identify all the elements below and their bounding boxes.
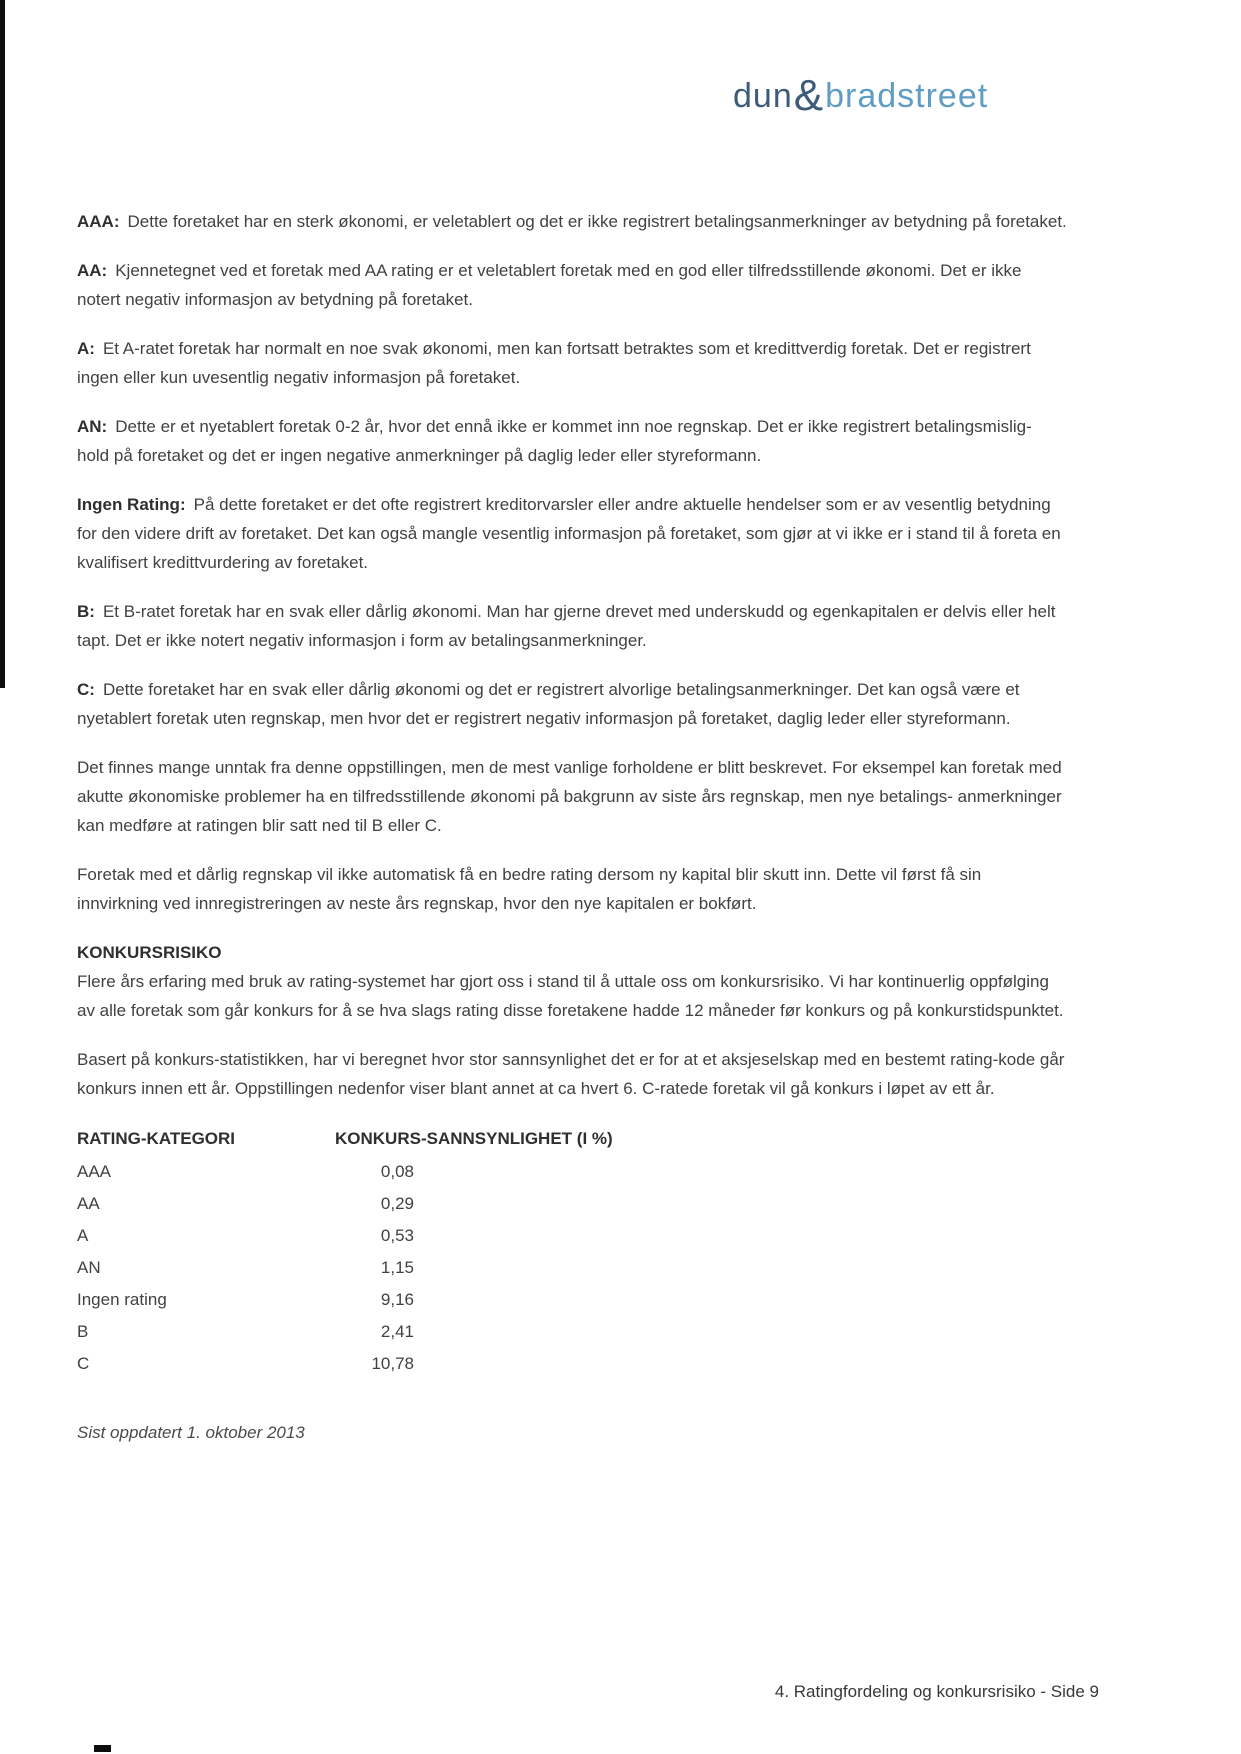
- konkursrisiko-paragraph-2: Basert på konkurs-statistikken, har vi beregnet hvor stor sannsynlighet det er for at et aksjeselskap med en bestemt rating-kode går konkurs innen ett år. Oppstillingen nedenfor viser blant annet at ca hvert 6. C-ratede foretak vil gå konkurs i løpet av ett år.: [77, 1050, 1065, 1098]
- rating-paragraph: [77, 334, 1067, 392]
- table-row: [77, 1316, 1067, 1348]
- rating-paragraph: [77, 412, 1067, 470]
- page-content: [77, 207, 1067, 1443]
- rating-paragraph: [77, 753, 1067, 840]
- rating-probability: 10,78: [371, 1354, 414, 1373]
- rating-table: [77, 1123, 1067, 1380]
- konkursrisiko-paragraph-1: Flere års erfaring med bruk av rating-systemet har gjort oss i stand til å uttale oss om konkursrisiko. Vi har kontinuerlig oppfølging av alle foretak som går konkurs for å se hva slags rating disse foretakene hadde 12 måneder før konkurs og på konkurstidspunktet.: [77, 972, 1064, 1020]
- rating-label: AN:: [77, 417, 108, 436]
- rating-probability: 9,16: [380, 1290, 414, 1309]
- rating-label: AA:: [77, 261, 108, 280]
- rating-category: AAA: [77, 1162, 112, 1181]
- konkursrisiko-section: [77, 938, 1067, 1103]
- column-header-konkurs-sannsynlighet: KONKURS-SANNSYNLIGHET (I %): [335, 1129, 613, 1148]
- table-header-row: [77, 1123, 1067, 1156]
- page-footer: 4. Ratingfordeling og konkursrisiko - Side 9: [774, 1682, 1099, 1701]
- logo-ampersand-icon: &: [793, 71, 825, 120]
- column-header-rating-kategori: RATING-KATEGORI: [77, 1129, 236, 1148]
- rating-paragraph: [77, 597, 1067, 655]
- rating-label: C:: [77, 680, 95, 699]
- rating-category: Ingen rating: [77, 1290, 167, 1309]
- konkursrisiko-heading: KONKURSRISIKO: [77, 943, 222, 962]
- table-row: [77, 1156, 1067, 1188]
- scan-artifact-bottom-mark: [94, 1745, 111, 1752]
- rating-category: B: [77, 1322, 89, 1341]
- rating-paragraph: [77, 860, 1067, 918]
- rating-table-body: [77, 1156, 1067, 1380]
- rating-category: A: [77, 1226, 89, 1245]
- rating-category: AN: [77, 1258, 101, 1277]
- rating-text: Dette foretaket har en sterk økonomi, er veletablert og det er ikke registrert betalingsanmerkninger av betydning på foretaket.: [127, 212, 1067, 231]
- rating-paragraph: [77, 490, 1067, 577]
- rating-probability: 0,08: [380, 1162, 414, 1181]
- rating-paragraph: [77, 256, 1067, 314]
- konkursrisiko-block: [77, 938, 1067, 1025]
- dun-bradstreet-logo: [733, 68, 988, 118]
- rating-probability: 2,41: [380, 1322, 414, 1341]
- last-updated-note: Sist oppdatert 1. oktober 2013: [77, 1423, 305, 1442]
- rating-descriptions: [77, 207, 1067, 918]
- rating-text: Dette foretaket har en svak eller dårlig økonomi og det er registrert alvorlige betalingsanmerkninger. Det kan også være et nyetablert foretak uten regnskap, men hvor det er registrert negativ informasjon på foretaket, daglig leder eller styreformann.: [77, 680, 1020, 728]
- rating-label: AAA:: [77, 212, 120, 231]
- scan-artifact-left-bar: [0, 0, 5, 688]
- rating-text: Det finnes mange unntak fra denne oppstillingen, men de mest vanlige forholdene er blitt beskrevet. For eksempel kan foretak med akutte økonomiske problemer ha en tilfredsstillende økonomi på bakgrunn av siste års regnskap, men nye betalings- anmerkninger kan medføre at ratingen blir satt ned til B eller C.: [77, 758, 1062, 835]
- table-row: [77, 1284, 1067, 1316]
- rating-label: A:: [77, 339, 95, 358]
- rating-text: Dette er et nyetablert foretak 0-2 år, hvor det ennå ikke er kommet inn noe regnskap. Det er ikke registrert betalingsmislig- hold på foretaket og det er ingen negative anmerkninger på daglig leder eller styreformann.: [77, 417, 1032, 465]
- table-row: [77, 1348, 1067, 1380]
- rating-label: Ingen Rating:: [77, 495, 186, 514]
- rating-probability: 1,15: [380, 1258, 414, 1277]
- rating-text: Et A-ratet foretak har normalt en noe svak økonomi, men kan fortsatt betraktes som et kredittverdig foretak. Det er registrert ingen eller kun uvesentlig negativ informasjon på foretaket.: [77, 339, 1031, 387]
- logo-text-dun: dun: [733, 77, 793, 115]
- rating-category: AA: [77, 1194, 100, 1213]
- rating-probability: 0,29: [380, 1194, 414, 1213]
- rating-probability: 0,53: [380, 1226, 414, 1245]
- rating-text: På dette foretaket er det ofte registrert kreditorvarsler eller andre aktuelle hendelser som er av vesentlig betydning for den videre drift av foretaket. Det kan også mangle vesentlig informasjon på foretaket, som gjør at vi ikke er i stand til å foreta en kvalifisert kredittvurdering av foretaket.: [77, 495, 1061, 572]
- rating-text: Foretak med et dårlig regnskap vil ikke automatisk få en bedre rating dersom ny kapital blir skutt inn. Dette vil først få sin innvirkning ved innregistreringen av neste års regnskap, hvor den nye kapitalen er bokført.: [77, 865, 982, 913]
- rating-label: B:: [77, 602, 95, 621]
- table-row: [77, 1188, 1067, 1220]
- rating-text: Et B-ratet foretak har en svak eller dårlig økonomi. Man har gjerne drevet med underskudd og egenkapitalen er delvis eller helt tapt. Det er ikke notert negativ informasjon i form av betalingsanmerkninger.: [77, 602, 1056, 650]
- rating-paragraph: [77, 207, 1067, 236]
- rating-paragraph: [77, 675, 1067, 733]
- rating-category: C: [77, 1354, 90, 1373]
- rating-text: Kjennetegnet ved et foretak med AA rating er et veletablert foretak med en god eller tilfredsstillende økonomi. Det er ikke notert negativ informasjon av betydning på foretaket.: [77, 261, 1022, 309]
- logo-text-bradstreet: bradstreet: [825, 77, 989, 115]
- table-row: [77, 1220, 1067, 1252]
- table-row: [77, 1252, 1067, 1284]
